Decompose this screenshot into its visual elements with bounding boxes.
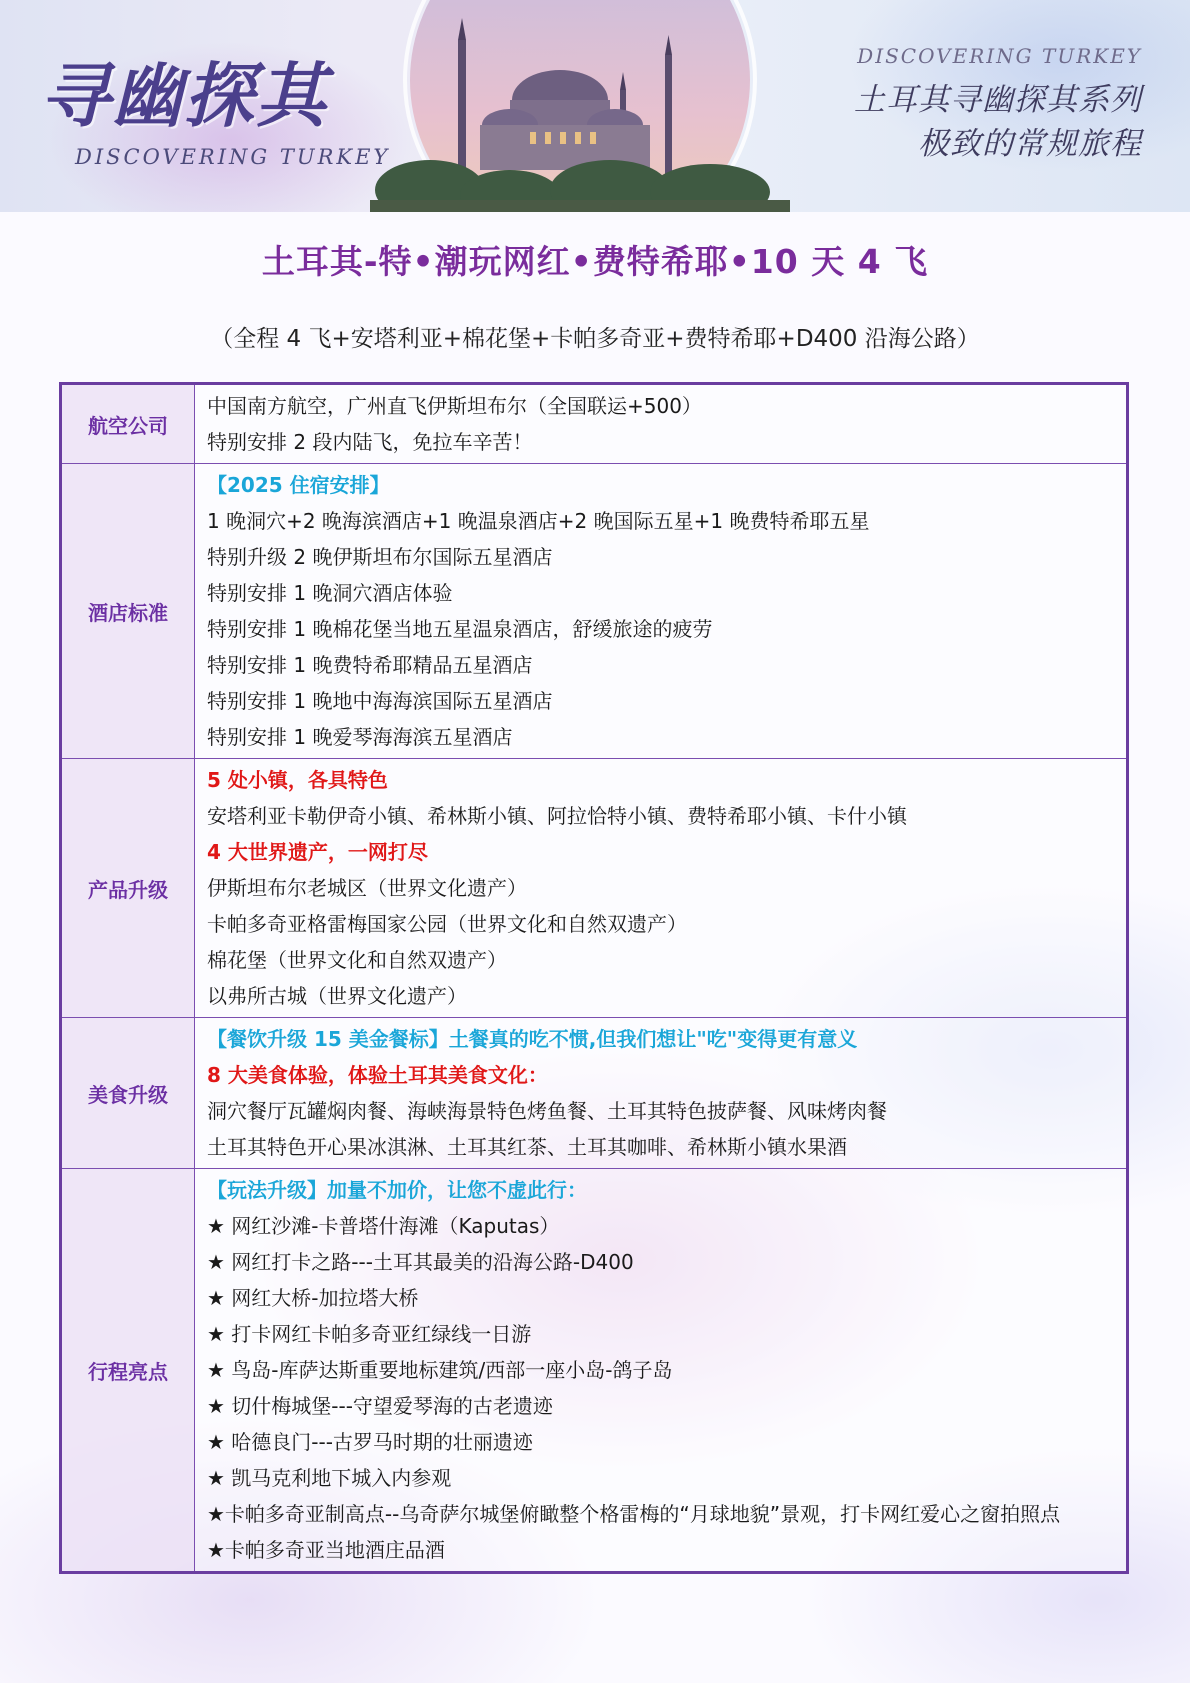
- product-line: 棉花堡（世界文化和自然双遗产）: [207, 948, 507, 972]
- highlight-item: ★ 哈德良门---古罗马时期的壮丽遗迹: [207, 1430, 533, 1454]
- banner-logo: 寻幽探其: [40, 55, 328, 137]
- row-content-airline: [195, 384, 1128, 464]
- hotel-line: 特别安排 1 晚地中海海滨国际五星酒店: [207, 689, 553, 713]
- banner-logo-subtitle: DISCOVERING TURKEY: [75, 145, 391, 169]
- highlight-item: ★ 网红大桥-加拉塔大桥: [207, 1286, 419, 1310]
- food-line: 洞穴餐厅瓦罐焖肉餐、海峡海景特色烤鱼餐、土耳其特色披萨餐、风味烤肉餐: [207, 1099, 887, 1123]
- row-content-product: [195, 759, 1128, 1018]
- hotel-line: 特别安排 1 晚棉花堡当地五星温泉酒店，舒缓旅途的疲劳: [207, 617, 713, 641]
- hotel-line: 特别安排 1 晚洞穴酒店体验: [207, 581, 453, 605]
- food-heading-upgrade: 【餐饮升级 15 美金餐标】土餐真的吃不惯,但我们想让"吃"变得更有意义: [207, 1027, 858, 1051]
- product-heading-towns: 5 处小镇，各具特色: [207, 768, 388, 792]
- row-product: [61, 759, 1128, 1018]
- hotel-line: 1 晚洞穴+2 晚海滨酒店+1 晚温泉酒店+2 晚国际五星+1 晚费特希耶五星: [207, 509, 870, 533]
- row-label-airline: 航空公司: [61, 384, 195, 464]
- page-title: 土耳其-特•潮玩网红•费特希耶•10 天 4 飞: [261, 242, 929, 281]
- highlight-item: ★ 网红打卡之路---土耳其最美的沿海公路-D400: [207, 1250, 634, 1274]
- airline-line: 特别安排 2 段内陆飞，免拉车辛苦！: [207, 430, 533, 454]
- product-line: 卡帕多奇亚格雷梅国家公园（世界文化和自然双遗产）: [207, 912, 687, 936]
- row-content-hotel: [195, 464, 1128, 759]
- row-hotel: [61, 464, 1128, 759]
- row-label-product: 产品升级: [61, 759, 195, 1018]
- row-food: [61, 1018, 1128, 1169]
- food-line: 土耳其特色开心果冰淇淋、土耳其红茶、土耳其咖啡、希林斯小镇水果酒: [207, 1135, 847, 1159]
- header-banner: [0, 0, 1190, 212]
- highlight-item: ★ 鸟岛-库萨达斯重要地标建筑/西部一座小岛-鸽子岛: [207, 1358, 673, 1382]
- hagia-sophia-illustration: [370, 0, 790, 212]
- highlight-item: ★ 切什梅城堡---守望爱琴海的古老遗迹: [207, 1394, 553, 1418]
- itinerary-table: [59, 382, 1129, 1574]
- row-label-hotel: 酒店标准: [61, 464, 195, 759]
- product-line: 以弗所古城（世界文化遗产）: [207, 984, 467, 1008]
- highlight-item: ★卡帕多奇亚制高点--乌奇萨尔城堡俯瞰整个格雷梅的“月球地貌”景观，打卡网红爱心之窗拍照点: [207, 1502, 1061, 1526]
- airline-line: 中国南方航空，广州直飞伊斯坦布尔（全国联运+500）: [207, 394, 702, 418]
- product-line: 伊斯坦布尔老城区（世界文化遗产）: [207, 876, 527, 900]
- row-content-highlights: [195, 1169, 1128, 1573]
- highlight-item: ★卡帕多奇亚当地酒庄品酒: [207, 1538, 445, 1562]
- page-subtitle: （全程 4 飞+安塔利亚+棉花堡+卡帕多奇亚+费特希耶+D400 沿海公路）: [210, 326, 980, 352]
- row-airline: [61, 384, 1128, 464]
- hotel-heading: 【2025 住宿安排】: [207, 473, 390, 497]
- highlight-item: ★ 打卡网红卡帕多奇亚红绿线一日游: [207, 1322, 532, 1346]
- highlight-item: ★ 凯马克利地下城入内参观: [207, 1466, 452, 1490]
- row-highlights: [61, 1169, 1128, 1573]
- hotel-line: 特别安排 1 晚费特希耶精品五星酒店: [207, 653, 533, 677]
- row-label-food: 美食升级: [61, 1018, 195, 1169]
- banner-tagline-en: DISCOVERING TURKEY: [857, 44, 1142, 68]
- row-content-food: [195, 1018, 1128, 1169]
- hotel-line: 特别安排 1 晚爱琴海海滨五星酒店: [207, 725, 513, 749]
- food-heading-experience: 8 大美食体验，体验土耳其美食文化：: [207, 1063, 548, 1087]
- highlight-item: ★ 网红沙滩-卡普塔什海滩（Kaputas）: [207, 1214, 560, 1238]
- hotel-line: 特别升级 2 晚伊斯坦布尔国际五星酒店: [207, 545, 553, 569]
- banner-tagline-series: 土耳其寻幽探其系列: [854, 82, 1142, 118]
- product-line: 安塔利亚卡勒伊奇小镇、希林斯小镇、阿拉恰特小镇、费特希耶小镇、卡什小镇: [207, 804, 907, 828]
- product-heading-heritage: 4 大世界遗产，一网打尽: [207, 840, 428, 864]
- highlights-heading: 【玩法升级】加量不加价，让您不虚此行：: [207, 1178, 587, 1202]
- row-label-highlights: 行程亮点: [61, 1169, 195, 1573]
- banner-tagline-slogan: 极致的常规旅程: [918, 126, 1142, 162]
